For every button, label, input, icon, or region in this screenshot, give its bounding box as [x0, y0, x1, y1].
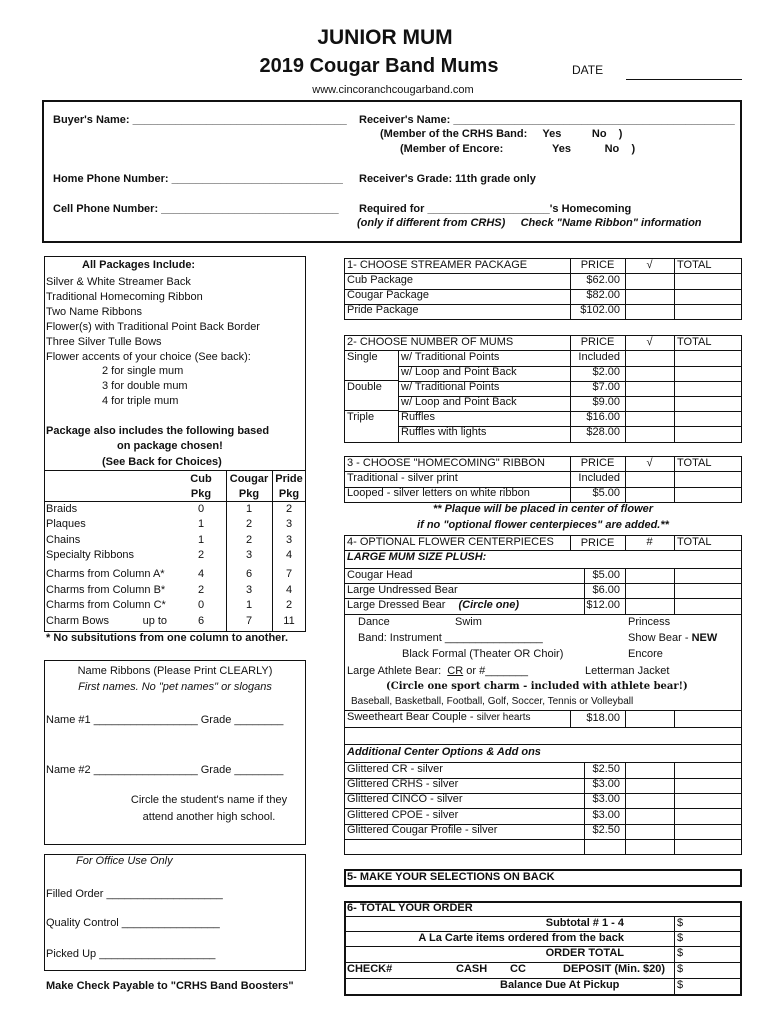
- circle-student-note: Circle the student's name if they: [130, 794, 288, 806]
- plush-undressed-bear[interactable]: Large Undressed Bear: [347, 584, 458, 596]
- plush-dressed-bear-label: Large Dressed Bear: [347, 599, 446, 611]
- section-2-title: 2- CHOOSE NUMBER OF MUMS: [347, 336, 514, 348]
- name-ribbons-subtitle: First names. No "pet names" or slogans: [78, 681, 272, 693]
- name-ribbons-title: Name Ribbons (Please Print CLEARLY): [77, 665, 273, 677]
- addon-price: $3.00: [592, 809, 620, 821]
- grid-line: [344, 744, 742, 745]
- filled-order-field[interactable]: Filled Order ___________________: [46, 888, 223, 900]
- package-row-label: Charm Bows up to: [46, 615, 168, 627]
- package-row-cougar: 3: [245, 584, 253, 596]
- addon-option[interactable]: Glittered CRHS - silver: [347, 778, 459, 790]
- package-row-cub: 2: [197, 584, 205, 596]
- streamer-option[interactable]: Cub Package: [347, 274, 414, 286]
- name-2-field[interactable]: Name #2 _________________ Grade ________: [46, 764, 284, 776]
- mum-group-label: Triple: [347, 411, 375, 423]
- ribbon-option[interactable]: Looped - silver letters on white ribbon: [347, 487, 530, 499]
- member-band-option[interactable]: (Member of the CRHS Band: Yes No ): [380, 128, 623, 140]
- package-following-text: Package also includes the following based: [46, 425, 270, 437]
- mum-option[interactable]: w/ Loop and Point Back: [401, 396, 517, 408]
- buyer-name-field[interactable]: Buyer's Name: ___________________________________: [53, 114, 347, 126]
- athlete-number-field[interactable]: or #_______: [463, 665, 529, 677]
- grid-line: [344, 839, 742, 840]
- sweetheart-sub: silver hearts: [476, 712, 531, 723]
- receiver-name-field[interactable]: Receiver's Name: ______________________________________________: [359, 114, 735, 126]
- name-1-field[interactable]: Name #1 _________________ Grade ________: [46, 714, 284, 726]
- page-subtitle: 2019 Cougar Band Mums: [259, 55, 499, 77]
- check-payable-note: Make Check Payable to "CRHS Band Boosters": [46, 980, 294, 992]
- sport-charm-note: (Circle one sport charm - included with athlete bear!): [386, 681, 688, 692]
- deposit-amount-field[interactable]: $: [677, 963, 684, 975]
- addon-price: $3.00: [592, 778, 620, 790]
- package-following-text-2: on package chosen!: [117, 440, 223, 452]
- grid-line: [674, 456, 675, 503]
- grid-line: [625, 568, 626, 614]
- mum-option[interactable]: w/ Loop and Point Back: [401, 366, 517, 378]
- website-url: www.cincoranchcougarband.com: [312, 84, 474, 96]
- sweetheart-label: Sweetheart Bear Couple -: [347, 711, 477, 723]
- grid-line: [674, 710, 675, 727]
- col-header-pride: [272, 472, 306, 502]
- mum-option[interactable]: Ruffles with lights: [401, 426, 487, 438]
- package-row-cub: 2: [197, 549, 205, 561]
- total-header: TOTAL: [677, 457, 712, 469]
- section-3-title: 3 - CHOOSE "HOMECOMING" RIBBON: [347, 457, 545, 469]
- package-row-cougar: 3: [245, 549, 253, 561]
- receiver-grade: Receiver's Grade: 11th grade only: [359, 173, 536, 185]
- plaque-note-2: if no "optional flower centerpieces" are added.**: [417, 519, 669, 531]
- mum-price: $16.00: [586, 411, 620, 423]
- letterman-jacket-option[interactable]: Letterman Jacket: [585, 665, 670, 677]
- col-header-text: Pkg: [190, 488, 212, 500]
- alacarte-label: A La Carte items ordered from the back: [418, 932, 624, 944]
- package-following-text-3: (See Back for Choices): [102, 456, 222, 468]
- circle-one-label: (Circle one): [458, 599, 520, 611]
- mum-price: $2.00: [592, 366, 620, 378]
- quality-control-field[interactable]: Quality Control ________________: [46, 917, 220, 929]
- payment-cc-option[interactable]: CC: [510, 963, 526, 975]
- streamer-price: $102.00: [580, 304, 620, 316]
- page-title: JUNIOR MUM: [317, 26, 453, 49]
- package-row-label: Charms from Column C*: [46, 599, 166, 611]
- price-header: PRICE: [580, 457, 615, 469]
- package-row-label: Chains: [46, 534, 81, 546]
- addon-price: $3.00: [592, 793, 620, 805]
- package-row-cub: 0: [197, 599, 205, 611]
- packages-title: All Packages Include:: [82, 259, 196, 271]
- package-row-label: Charms from Column A*: [46, 568, 165, 580]
- package-row-cougar: 6: [245, 568, 253, 580]
- plush-cougar-head[interactable]: Cougar Head: [347, 569, 413, 581]
- order-total-amount-field[interactable]: $: [677, 947, 684, 959]
- package-row-pride: 3: [285, 534, 293, 546]
- athlete-bear-label: Large Athlete Bear:: [347, 665, 448, 677]
- addon-option[interactable]: Glittered CPOE - silver: [347, 809, 459, 821]
- ribbon-option[interactable]: Traditional - silver print: [347, 472, 458, 484]
- dressed-option-show-bear[interactable]: [628, 632, 717, 644]
- payment-cash-option[interactable]: CASH: [456, 963, 488, 975]
- plush-price: $12.00: [586, 599, 620, 611]
- package-row-pride: 4: [285, 584, 293, 596]
- package-row-cub: 0: [197, 503, 205, 515]
- show-bear-label: Show Bear -: [628, 632, 692, 644]
- package-include-item: Two Name Ribbons: [46, 306, 142, 318]
- package-row-pride: 3: [285, 518, 293, 530]
- col-header-text: Pride: [275, 473, 303, 485]
- package-row-cub: 1: [197, 534, 205, 546]
- plush-heading: LARGE MUM SIZE PLUSH:: [347, 551, 487, 563]
- substitution-note: * No subsitutions from one column to another.: [46, 632, 289, 644]
- package-row-cougar: 1: [245, 599, 253, 611]
- mum-option[interactable]: Ruffles: [401, 411, 436, 423]
- addon-price: $2.50: [592, 763, 620, 775]
- grid-line: [674, 568, 675, 614]
- cell-phone-field[interactable]: Cell Phone Number: _____________________________: [53, 203, 339, 215]
- check-header: √: [646, 336, 653, 348]
- package-include-item: Silver & White Streamer Back: [46, 276, 191, 288]
- section-6-title: 6- TOTAL YOUR ORDER: [347, 902, 473, 914]
- mum-price: $9.00: [592, 396, 620, 408]
- package-include-item: Flower(s) with Traditional Point Back Border: [46, 321, 260, 333]
- accent-single: 2 for single mum: [102, 365, 184, 377]
- section-5-title: 5- MAKE YOUR SELECTIONS ON BACK: [347, 871, 555, 883]
- package-row-cougar: 1: [245, 503, 253, 515]
- athlete-cr-option[interactable]: CR: [447, 665, 464, 677]
- accent-double: 3 for double mum: [102, 380, 188, 392]
- package-row-pride: 2: [285, 599, 293, 611]
- ribbon-price: Included: [578, 472, 620, 484]
- sports-list: Baseball, Basketball, Football, Golf, Soccer, Tennis or Volleyball: [351, 696, 634, 707]
- order-total-label: ORDER TOTAL: [545, 947, 624, 959]
- package-row-cougar: 7: [245, 615, 253, 627]
- mum-group-label: Single: [347, 351, 378, 363]
- mum-price: $28.00: [586, 426, 620, 438]
- subtotal-amount-field[interactable]: $: [677, 917, 684, 929]
- streamer-price: $82.00: [586, 289, 620, 301]
- circle-student-note-2: attend another high school.: [142, 811, 276, 823]
- streamer-option[interactable]: Cougar Package: [347, 289, 429, 301]
- subtotal-label: Subtotal # 1 - 4: [545, 917, 624, 929]
- check-header: √: [646, 457, 653, 469]
- package-include-item: Traditional Homecoming Ribbon: [46, 291, 203, 303]
- dressed-option-swim[interactable]: Swim: [455, 616, 482, 628]
- athlete-bear-option[interactable]: [347, 665, 528, 677]
- total-header: TOTAL: [677, 336, 712, 348]
- package-row-cub: 1: [197, 518, 205, 530]
- dressed-option-dance[interactable]: Dance: [358, 616, 390, 628]
- package-include-item: Flower accents of your choice (See back):: [46, 351, 251, 363]
- picked-up-field[interactable]: Picked Up ___________________: [46, 948, 216, 960]
- col-header-text: Cub: [190, 473, 212, 485]
- addon-option[interactable]: Glittered CR - silver: [347, 763, 443, 775]
- grid-line: [674, 535, 675, 550]
- total-header: TOTAL: [677, 536, 712, 548]
- ribbon-price: $5.00: [592, 487, 620, 499]
- price-header: PRICE: [580, 259, 615, 271]
- col-header-text: Cougar: [229, 473, 269, 485]
- payment-check-option[interactable]: CHECK#: [347, 963, 393, 975]
- new-badge: NEW: [691, 632, 718, 644]
- total-header: TOTAL: [677, 259, 712, 271]
- package-row-cub: 4: [197, 568, 205, 580]
- addon-option[interactable]: Glittered CINCO - silver: [347, 793, 463, 805]
- office-use-title: For Office Use Only: [76, 855, 173, 867]
- mum-option[interactable]: w/ Traditional Points: [401, 381, 500, 393]
- count-header: #: [646, 536, 653, 548]
- balance-due-label: Balance Due At Pickup: [500, 979, 620, 991]
- streamer-price: $62.00: [586, 274, 620, 286]
- grid-line: [344, 614, 742, 615]
- col-header-cougar: [226, 472, 272, 502]
- col-header-text: Pkg: [238, 488, 260, 500]
- date-label: DATE: [572, 63, 604, 77]
- package-include-item: Three Silver Tulle Bows: [46, 336, 162, 348]
- sweetheart-price: $18.00: [586, 712, 620, 724]
- grid-line: [344, 727, 742, 728]
- package-row-cougar: 2: [245, 534, 253, 546]
- mum-price: Included: [578, 351, 620, 363]
- package-row-label: Specialty Ribbons: [46, 549, 135, 561]
- dressed-option-band[interactable]: Band: Instrument ________________: [358, 632, 543, 644]
- dressed-option-black-formal[interactable]: Black Formal (Theater OR Choir): [402, 648, 564, 660]
- dressed-option-encore[interactable]: Encore: [628, 648, 663, 660]
- balance-amount-field[interactable]: $: [677, 979, 684, 991]
- home-phone-field[interactable]: Home Phone Number: ____________________________: [53, 173, 343, 185]
- plush-dressed-bear[interactable]: [347, 599, 519, 611]
- dressed-option-princess[interactable]: Princess: [628, 616, 671, 628]
- price-header: PRICE: [580, 537, 615, 549]
- plush-price: $6.00: [592, 584, 620, 596]
- package-row-label: Braids: [46, 503, 78, 515]
- alacarte-amount-field[interactable]: $: [677, 932, 684, 944]
- required-for-field[interactable]: Required for ____________________'s Homecoming: [359, 203, 632, 215]
- col-header-cub: [177, 472, 225, 502]
- mum-option[interactable]: w/ Traditional Points: [401, 351, 500, 363]
- package-row-pride: 11: [283, 615, 295, 627]
- section-4-title: 4- OPTIONAL FLOWER CENTERPIECES: [347, 536, 554, 548]
- plaque-note: ** Plaque will be placed in center of flower: [432, 503, 654, 515]
- addon-price: $2.50: [592, 824, 620, 836]
- package-row-pride: 2: [285, 503, 293, 515]
- package-row-label: Plaques: [46, 518, 86, 530]
- additional-options-heading: Additional Center Options & Add ons: [347, 746, 541, 758]
- required-for-note: (only if different from CRHS) Check "Name Ribbon" information: [357, 217, 702, 229]
- streamer-option[interactable]: Pride Package: [347, 304, 419, 316]
- mum-price: $7.00: [592, 381, 620, 393]
- mum-group-label: Double: [347, 381, 382, 393]
- sweetheart-bear-option[interactable]: [347, 711, 531, 723]
- addon-option[interactable]: Glittered Cougar Profile - silver: [347, 824, 498, 836]
- package-row-cub: 6: [197, 615, 205, 627]
- col-header-text: Pkg: [278, 488, 300, 500]
- deposit-label: DEPOSIT (Min. $20): [563, 963, 666, 975]
- accent-triple: 4 for triple mum: [102, 395, 179, 407]
- package-row-cougar: 2: [245, 518, 253, 530]
- grid-line: [44, 470, 306, 471]
- package-row-pride: 7: [285, 568, 293, 580]
- date-field[interactable]: [626, 79, 742, 80]
- check-header: √: [646, 259, 653, 271]
- plush-price: $5.00: [592, 569, 620, 581]
- grid-line: [674, 916, 675, 995]
- grid-line: [625, 710, 626, 727]
- member-encore-option[interactable]: (Member of Encore: Yes No ): [400, 143, 636, 155]
- price-header: PRICE: [580, 336, 615, 348]
- package-row-pride: 4: [285, 549, 293, 561]
- section-1-title: 1- CHOOSE STREAMER PACKAGE: [347, 259, 528, 271]
- package-row-label: Charms from Column B*: [46, 584, 166, 596]
